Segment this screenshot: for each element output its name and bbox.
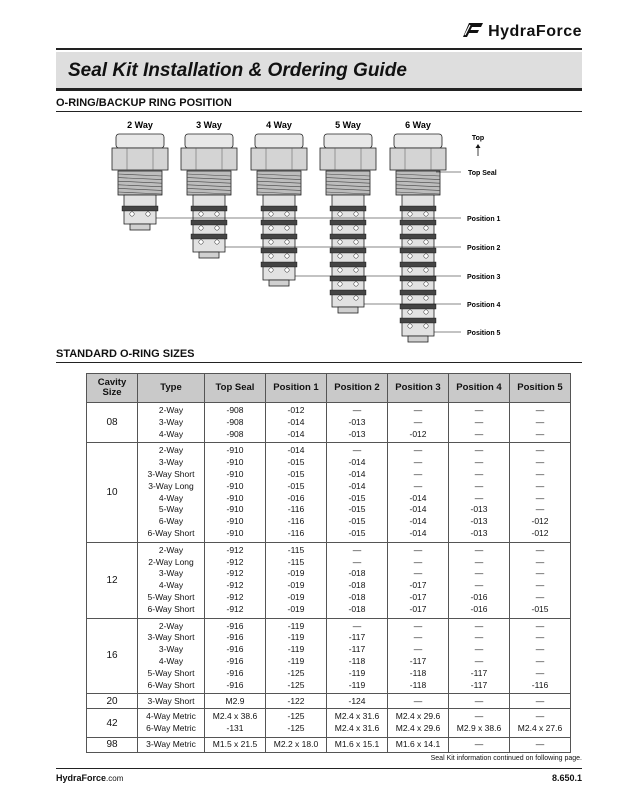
- position-2-label: Position 2: [467, 245, 501, 252]
- cavity-size-cell: 42: [87, 709, 138, 738]
- position-5-cell: — — — — — -116: [510, 618, 571, 694]
- cartridge-illustrations: [112, 134, 446, 342]
- col-header-position-3: Position 3: [388, 374, 449, 403]
- position-4-cell: — — — — -117 -117: [449, 618, 510, 694]
- top-seal-cell: M2.9: [205, 694, 266, 709]
- position-5-label: Position 5: [467, 330, 501, 337]
- table-row: [87, 618, 571, 694]
- diagram-heading: O-RING/BACKUP RING POSITION: [56, 97, 582, 112]
- position-2-cell: — -014 -014 -014 -015 -015 -015 -015: [327, 443, 388, 542]
- cavity-size-cell: 08: [87, 403, 138, 443]
- footer-brand: [56, 773, 123, 783]
- col-header-type: Type: [138, 374, 205, 403]
- position-2-cell: — — -018 -018 -018 -018: [327, 542, 388, 618]
- type-cell: 2-Way 3-Way Short 3-Way 4-Way 5-Way Short 6-Way Short: [138, 618, 205, 694]
- position-3-cell: — — — — -014 -014 -014 -014: [388, 443, 449, 542]
- col-header-top-seal: Top Seal: [205, 374, 266, 403]
- cavity-size-cell: 98: [87, 737, 138, 752]
- position-2-cell: M2.4 x 31.6 M2.4 x 31.6: [327, 709, 388, 738]
- position-1-cell: -014 -015 -015 -015 -016 -116 -116 -116: [266, 443, 327, 542]
- type-cell: 2-Way 3-Way 4-Way: [138, 403, 205, 443]
- position-3-cell: M1.6 x 14.1: [388, 737, 449, 752]
- position-3-label: Position 3: [467, 274, 501, 281]
- position-4-cell: — — —: [449, 403, 510, 443]
- table-body: [87, 403, 571, 753]
- position-3-cell: — — -012: [388, 403, 449, 443]
- position-5-cell: —: [510, 737, 571, 752]
- table-row: [87, 694, 571, 709]
- up-arrow-icon: [476, 144, 481, 156]
- position-3-cell: M2.4 x 29.6 M2.4 x 29.6: [388, 709, 449, 738]
- position-2-cell: -124: [327, 694, 388, 709]
- position-4-cell: — — — — — -013 -013 -013: [449, 443, 510, 542]
- position-1-cell: -115 -115 -019 -019 -019 -019: [266, 542, 327, 618]
- table-row: [87, 403, 571, 443]
- col-label-6way: 6 Way: [405, 120, 431, 130]
- col-header-cavity-size: Cavity Size: [87, 374, 138, 403]
- top-seal-label: Top Seal: [468, 170, 497, 177]
- oring-size-table: [86, 373, 571, 753]
- top-seal-cell: -910 -910 -910 -910 -910 -910 -910 -910: [205, 443, 266, 542]
- position-5-cell: — — — — — — -012 -012: [510, 443, 571, 542]
- cartridge-2-way: [112, 134, 168, 230]
- table-heading: STANDARD O-RING SIZES: [56, 348, 582, 363]
- position-2-cell: — -117 -117 -118 -119 -119: [327, 618, 388, 694]
- position-1-cell: -012 -014 -014: [266, 403, 327, 443]
- position-4-cell: —: [449, 694, 510, 709]
- col-label-4way: 4 Way: [266, 120, 292, 130]
- position-1-label: Position 1: [467, 216, 501, 223]
- position-4-cell: —: [449, 737, 510, 752]
- hydraforce-logo-icon: [462, 22, 484, 38]
- type-cell: 2-Way 2-Way Long 3-Way 4-Way 5-Way Short 6-Way Short: [138, 542, 205, 618]
- position-4-cell: — — — — -016 -016: [449, 542, 510, 618]
- col-label-2way: 2 Way: [127, 120, 153, 130]
- oring-position-diagram: [56, 114, 582, 346]
- position-1-cell: -119 -119 -119 -119 -125 -125: [266, 618, 327, 694]
- position-5-cell: — — —: [510, 403, 571, 443]
- page-title: Seal Kit Installation & Ordering Guide: [68, 60, 407, 81]
- top-seal-cell: -916 -916 -916 -916 -916 -916: [205, 618, 266, 694]
- position-2-cell: — -013 -013: [327, 403, 388, 443]
- cartridge-6-way: [390, 134, 446, 342]
- cartridge-3-way: [181, 134, 237, 258]
- position-3-cell: — — — -017 -017 -017: [388, 542, 449, 618]
- col-label-3way: 3 Way: [196, 120, 222, 130]
- type-cell: 3-Way Short: [138, 694, 205, 709]
- position-4-cell: — M2.9 x 38.6: [449, 709, 510, 738]
- position-5-cell: — — — — — -015: [510, 542, 571, 618]
- type-cell: 3-Way Metric: [138, 737, 205, 752]
- title-bar: [56, 52, 582, 91]
- top-seal-cell: -908 -908 -908: [205, 403, 266, 443]
- cavity-size-cell: 20: [87, 694, 138, 709]
- position-2-cell: M1.6 x 15.1: [327, 737, 388, 752]
- position-1-cell: M2.2 x 18.0: [266, 737, 327, 752]
- position-3-cell: — — — -117 -118 -118: [388, 618, 449, 694]
- position-1-cell: -122: [266, 694, 327, 709]
- footer-brand-name: HydraForce: [56, 773, 107, 783]
- col-header-position-5: Position 5: [510, 374, 571, 403]
- top-seal-cell: M1.5 x 21.5: [205, 737, 266, 752]
- type-cell: 4-Way Metric 6-Way Metric: [138, 709, 205, 738]
- position-1-cell: -125 -125: [266, 709, 327, 738]
- table-row: [87, 709, 571, 738]
- brand-name: HydraForce: [488, 23, 582, 40]
- type-cell: 2-Way 3-Way 3-Way Short 3-Way Long 4-Way 5-Way 6-Way 6-Way Short: [138, 443, 205, 542]
- cartridge-5-way: [320, 134, 376, 313]
- brand-logo: [462, 22, 582, 41]
- footer-rule: [56, 768, 582, 769]
- position-5-cell: —: [510, 694, 571, 709]
- col-label-5way: 5 Way: [335, 120, 361, 130]
- cavity-size-cell: 10: [87, 443, 138, 542]
- table-row: [87, 737, 571, 752]
- table-row: [87, 443, 571, 542]
- position-4-label: Position 4: [467, 302, 501, 309]
- top-seal-cell: M2.4 x 38.6 -131: [205, 709, 266, 738]
- cartridge-4-way: [251, 134, 307, 286]
- position-5-cell: — M2.4 x 27.6: [510, 709, 571, 738]
- header-rule: [56, 48, 582, 50]
- top-seal-cell: -912 -912 -912 -912 -912 -912: [205, 542, 266, 618]
- cavity-size-cell: 12: [87, 542, 138, 618]
- position-3-cell: —: [388, 694, 449, 709]
- top-label: Top: [471, 135, 485, 142]
- page-number: 8.650.1: [551, 773, 582, 783]
- col-header-position-1: Position 1: [266, 374, 327, 403]
- table-row: [87, 542, 571, 618]
- footnote: Seal Kit information continued on following page.: [430, 755, 582, 762]
- table-header-row: [87, 374, 571, 403]
- footer-brand-suffix: .com: [106, 774, 124, 783]
- col-header-position-2: Position 2: [327, 374, 388, 403]
- cavity-size-cell: 16: [87, 618, 138, 694]
- col-header-position-4: Position 4: [449, 374, 510, 403]
